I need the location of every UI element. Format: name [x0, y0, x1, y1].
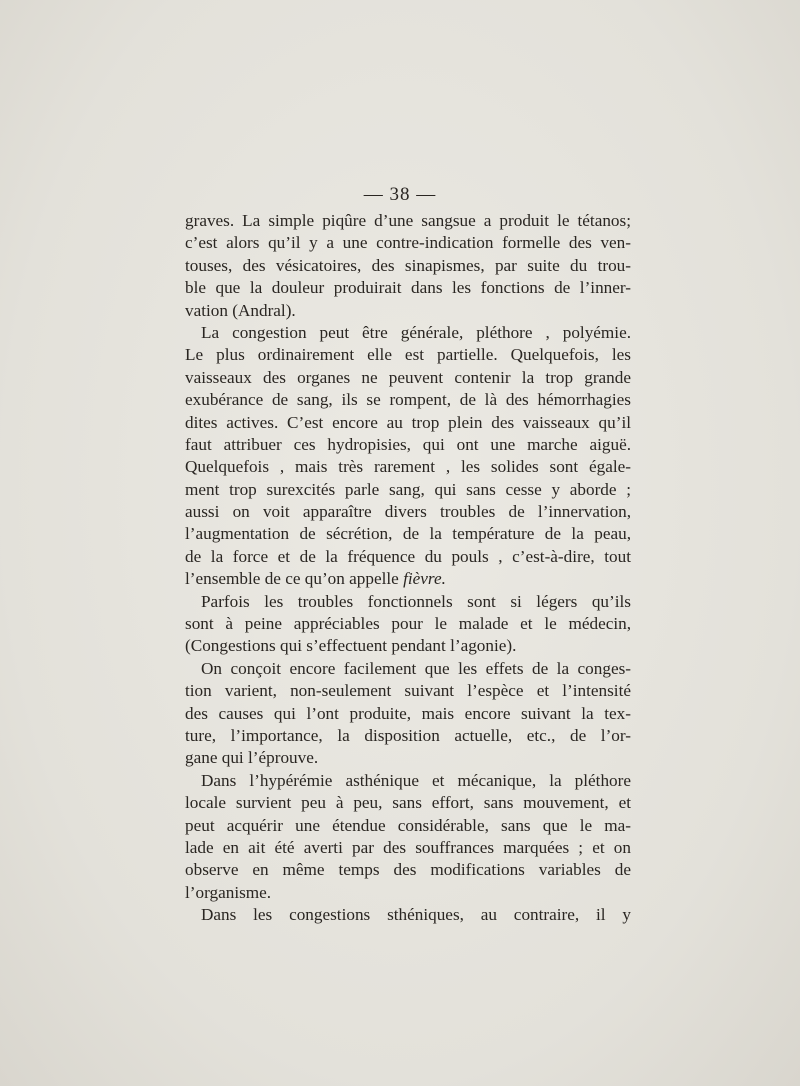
text-line-content: gane qui l’éprouve. [185, 748, 319, 768]
text-line [185, 456, 631, 478]
text-line [185, 232, 631, 254]
text-line [185, 747, 631, 769]
text-line [185, 680, 631, 702]
text-line-content: l’organisme. [185, 882, 272, 902]
text-line-content: exubérance de sang, ils se rompent, de là des hémorrhagies [185, 390, 631, 410]
text-line [185, 658, 631, 680]
text-line [185, 344, 631, 366]
text-line [185, 725, 631, 747]
text-line [185, 389, 631, 411]
text-line-content: peut acquérir une étendue considérable, sans que le ma- [185, 815, 631, 835]
text-line-content: touses, des vésicatoires, des sinapismes, par suite du trou- [185, 255, 631, 275]
text-line-content: La congestion peut être générale, pléthore , polyémie. [201, 322, 631, 342]
text-line-content: l’ensemble de ce qu’on appelle [185, 569, 404, 589]
text-line-content: vaisseaux des organes ne peuvent contenir la trop grande [185, 367, 631, 387]
text-line-content: faut attribuer ces hydropisies, qui ont une marche aiguë. [185, 434, 631, 454]
text-line-content: Dans l’hypérémie asthénique et mécanique, la pléthore [201, 770, 631, 790]
text-line [185, 635, 631, 657]
text-line-content: observe en même temps des modifications variables de [185, 860, 631, 880]
text-line-content: Quelquefois , mais très rarement , les solides sont égale- [185, 457, 631, 477]
page-number: — 38 — [363, 184, 437, 205]
text-line [185, 367, 631, 389]
text-line-content: Parfois les troubles fonctionnels sont si légers qu’ils [201, 591, 631, 611]
text-line [185, 591, 631, 613]
text-line-content: ble que la douleur produirait dans les fonctions de l’inner- [185, 278, 631, 298]
text-line-content: vation (Andral). [185, 300, 296, 320]
text-line [185, 770, 631, 792]
text-line [185, 568, 631, 590]
text-line-content: Le plus ordinairement elle est partielle. Quelquefois, les [185, 345, 631, 365]
text-line [185, 501, 631, 523]
text-line [185, 703, 631, 725]
text-line-content: ment trop surexcités parle sang, qui sans cesse y aborde ; [185, 479, 631, 499]
text-line [185, 792, 631, 814]
text-line [185, 255, 631, 277]
italic-term: fièvre. [403, 569, 446, 589]
text-line-content: dites actives. C’est encore au trop plein des vaisseaux qu’il [185, 412, 631, 432]
text-line-content: des causes qui l’ont produite, mais encore suivant la tex- [185, 703, 631, 723]
text-line-content: graves. La simple piqûre d’une sangsue a produit le tétanos; [185, 211, 631, 230]
text-line-content: (Congestions qui s’effectuent pendant l’agonie). [185, 636, 517, 656]
text-line-content: l’augmentation de sécrétion, de la température de la peau, [185, 524, 631, 544]
text-line-content: On conçoit encore facilement que les effets de la conges- [201, 658, 631, 678]
text-line [185, 434, 631, 456]
text-line [185, 210, 631, 232]
text-line [185, 412, 631, 434]
text-line [185, 277, 631, 299]
text-line [185, 613, 631, 635]
text-line-content: Dans les congestions sthéniques, au contraire, il y [201, 905, 631, 925]
text-line [185, 322, 631, 344]
text-line-content: lade en ait été averti par des souffrances marquées ; et on [185, 837, 631, 857]
text-line [185, 300, 631, 322]
text-line [185, 815, 631, 837]
text-line [185, 904, 631, 926]
text-line [185, 479, 631, 501]
text-line [185, 882, 631, 904]
text-line-content: tion varient, non-seulement suivant l’espèce et l’intensité [185, 681, 631, 701]
text-line [185, 837, 631, 859]
body-text [185, 210, 631, 927]
text-line [185, 859, 631, 881]
text-line [185, 523, 631, 545]
text-line-content: locale survient peu à peu, sans effort, sans mouvement, et [185, 793, 631, 813]
text-line [185, 546, 631, 568]
text-line-content: sont à peine appréciables pour le malade et le médecin, [185, 614, 631, 634]
text-line-content: ture, l’importance, la disposition actuelle, etc., de l’or- [185, 725, 631, 745]
text-line-content: de la force et de la fréquence du pouls , c’est-à-dire, tout [185, 546, 631, 566]
text-line-content: c’est alors qu’il y a une contre-indication formelle des ven- [185, 233, 631, 253]
text-line-content: aussi on voit apparaître divers troubles de l’innervation, [185, 502, 631, 522]
